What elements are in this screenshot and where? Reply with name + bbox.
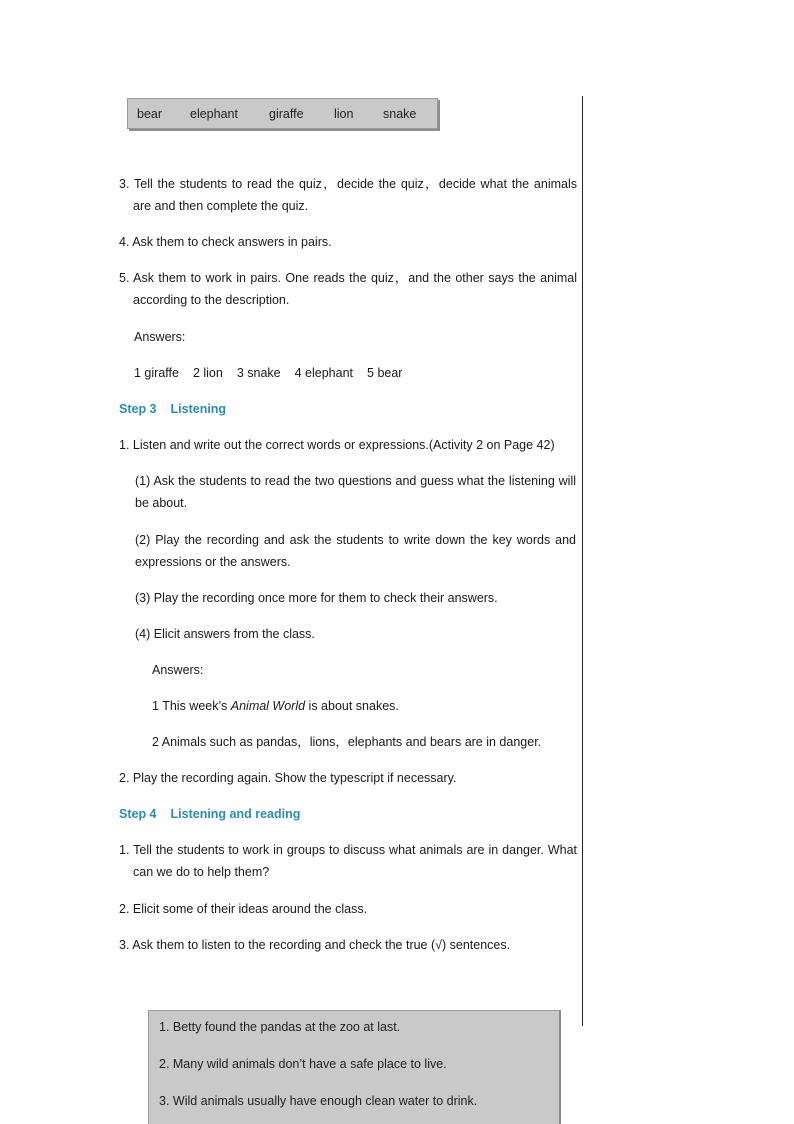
answer-3: 3 snake bbox=[236, 366, 281, 380]
step4-title: Listening and reading bbox=[170, 807, 301, 821]
sentence-1: 1. Betty found the pandas at the zoo at last. bbox=[159, 1020, 401, 1034]
word-giraffe: giraffe bbox=[269, 107, 304, 121]
step4-item-1: 1. Tell the students to work in groups to discuss what animals are in danger. What can we do to help them? bbox=[119, 843, 577, 879]
answer-1: 1 giraffe bbox=[134, 366, 179, 380]
answer2-1 bbox=[152, 695, 572, 717]
answer2-1-text: 1 This week’s bbox=[152, 699, 231, 713]
step3-item-2: 2. Play the recording again. Show the typescript if necessary. bbox=[119, 771, 457, 785]
word-snake: snake bbox=[383, 107, 417, 121]
item-3: 3. Tell the students to read the quiz，decide the quiz，decide what the animals are and then complete the quiz. bbox=[119, 177, 577, 213]
answer2-1-title: Animal World bbox=[230, 699, 306, 713]
sentence-2: 2. Many wild animals don’t have a safe place to live. bbox=[159, 1057, 447, 1071]
step4-number: Step 4 bbox=[119, 807, 157, 821]
step3-sub-3: (3) Play the recording once more for them to check their answers. bbox=[135, 591, 498, 605]
word-box bbox=[127, 98, 438, 129]
step4-item-3: 3. Ask them to listen to the recording and check the true (√) sentences. bbox=[119, 938, 511, 952]
answer2-1-text-end: is about snakes. bbox=[305, 699, 399, 713]
sentences-box bbox=[148, 1010, 559, 1124]
item-4: 4. Ask them to check answers in pairs. bbox=[119, 235, 332, 249]
sentence-3: 3. Wild animals usually have enough clean water to drink. bbox=[159, 1094, 478, 1108]
step3-sub-1: (1) Ask the students to read the two questions and guess what the listening will be about. bbox=[135, 474, 576, 510]
step4-heading bbox=[119, 807, 300, 821]
step3-title: Listening bbox=[170, 402, 227, 416]
word-elephant: elephant bbox=[190, 107, 238, 121]
answers-list bbox=[134, 362, 574, 384]
step3-number: Step 3 bbox=[119, 402, 157, 416]
step3-heading bbox=[119, 402, 226, 416]
answers-label: Answers: bbox=[134, 330, 186, 344]
step3-item-1: 1. Listen and write out the correct words or expressions.(Activity 2 on Page 42) bbox=[119, 438, 555, 452]
word-lion: lion bbox=[334, 107, 354, 121]
step3-sub-4: (4) Elicit answers from the class. bbox=[135, 627, 315, 641]
word-bear: bear bbox=[137, 107, 163, 121]
item-5: 5. Ask them to work in pairs. One reads the quiz，and the other says the animal according to the description. bbox=[119, 271, 577, 307]
step3-sub-2: (2) Play the recording and ask the students to write down the key words and expressions or the answers. bbox=[135, 533, 576, 569]
margin-rule bbox=[582, 96, 583, 1026]
step4-item-2: 2. Elicit some of their ideas around the class. bbox=[119, 902, 368, 916]
answer-2: 2 lion bbox=[192, 366, 223, 380]
answers2-label: Answers: bbox=[152, 663, 204, 677]
answer2-2: 2 Animals such as pandas，lions，elephants and bears are in danger. bbox=[152, 735, 542, 749]
answer-5: 5 bear bbox=[367, 366, 403, 380]
answer-4: 4 elephant bbox=[294, 366, 354, 380]
